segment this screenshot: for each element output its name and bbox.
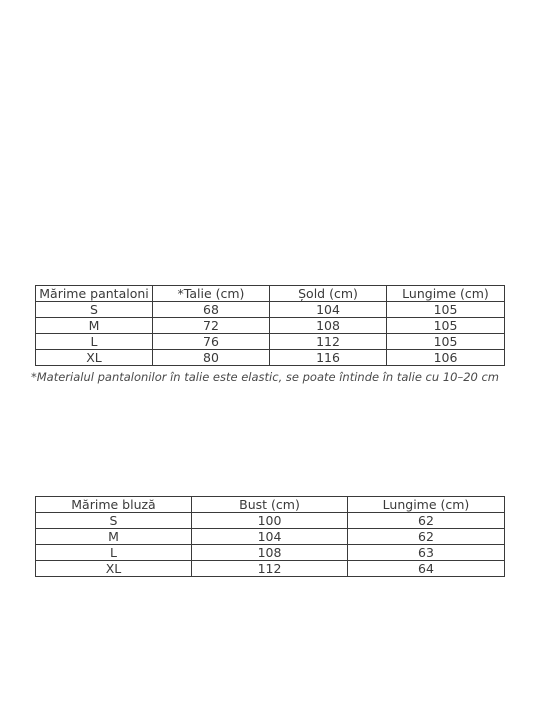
header-cell: Mărime bluză bbox=[36, 497, 192, 513]
header-cell: Șold (cm) bbox=[270, 286, 387, 302]
table-cell: L bbox=[36, 545, 192, 561]
table-cell: M bbox=[36, 529, 192, 545]
table-cell: M bbox=[36, 318, 153, 334]
table-row bbox=[36, 350, 505, 366]
header-cell: *Talie (cm) bbox=[153, 286, 270, 302]
table-cell: 62 bbox=[348, 513, 505, 529]
table-cell: 106 bbox=[387, 350, 505, 366]
table-cell: 104 bbox=[192, 529, 348, 545]
header-cell: Lungime (cm) bbox=[348, 497, 505, 513]
table-row bbox=[36, 529, 505, 545]
table-header-row bbox=[36, 286, 505, 302]
table-cell: 72 bbox=[153, 318, 270, 334]
pants-size-table bbox=[35, 285, 505, 366]
table-cell: 108 bbox=[270, 318, 387, 334]
table-row bbox=[36, 561, 505, 577]
header-cell: Bust (cm) bbox=[192, 497, 348, 513]
table-row bbox=[36, 513, 505, 529]
table-cell: 104 bbox=[270, 302, 387, 318]
table-row bbox=[36, 318, 505, 334]
table-cell: S bbox=[36, 513, 192, 529]
table-cell: 105 bbox=[387, 302, 505, 318]
table-cell: XL bbox=[36, 561, 192, 577]
table-header-row bbox=[36, 497, 505, 513]
header-cell: Mărime pantaloni bbox=[36, 286, 153, 302]
table-cell: 105 bbox=[387, 334, 505, 350]
table-cell: 64 bbox=[348, 561, 505, 577]
table-cell: 100 bbox=[192, 513, 348, 529]
table-cell: 116 bbox=[270, 350, 387, 366]
table-cell: 63 bbox=[348, 545, 505, 561]
table-cell: XL bbox=[36, 350, 153, 366]
waist-elastic-note: *Materialul pantalonilor în talie este elastic, se poate întinde în talie cu 10–20 cm bbox=[30, 370, 500, 384]
table-cell: S bbox=[36, 302, 153, 318]
table-cell: 76 bbox=[153, 334, 270, 350]
header-cell: Lungime (cm) bbox=[387, 286, 505, 302]
table-cell: 112 bbox=[270, 334, 387, 350]
table-row bbox=[36, 302, 505, 318]
table-cell: L bbox=[36, 334, 153, 350]
table-cell: 68 bbox=[153, 302, 270, 318]
table-row bbox=[36, 545, 505, 561]
blouse-size-table bbox=[35, 496, 505, 577]
table-cell: 112 bbox=[192, 561, 348, 577]
table-cell: 80 bbox=[153, 350, 270, 366]
table-cell: 105 bbox=[387, 318, 505, 334]
table-cell: 108 bbox=[192, 545, 348, 561]
table-row bbox=[36, 334, 505, 350]
table-cell: 62 bbox=[348, 529, 505, 545]
